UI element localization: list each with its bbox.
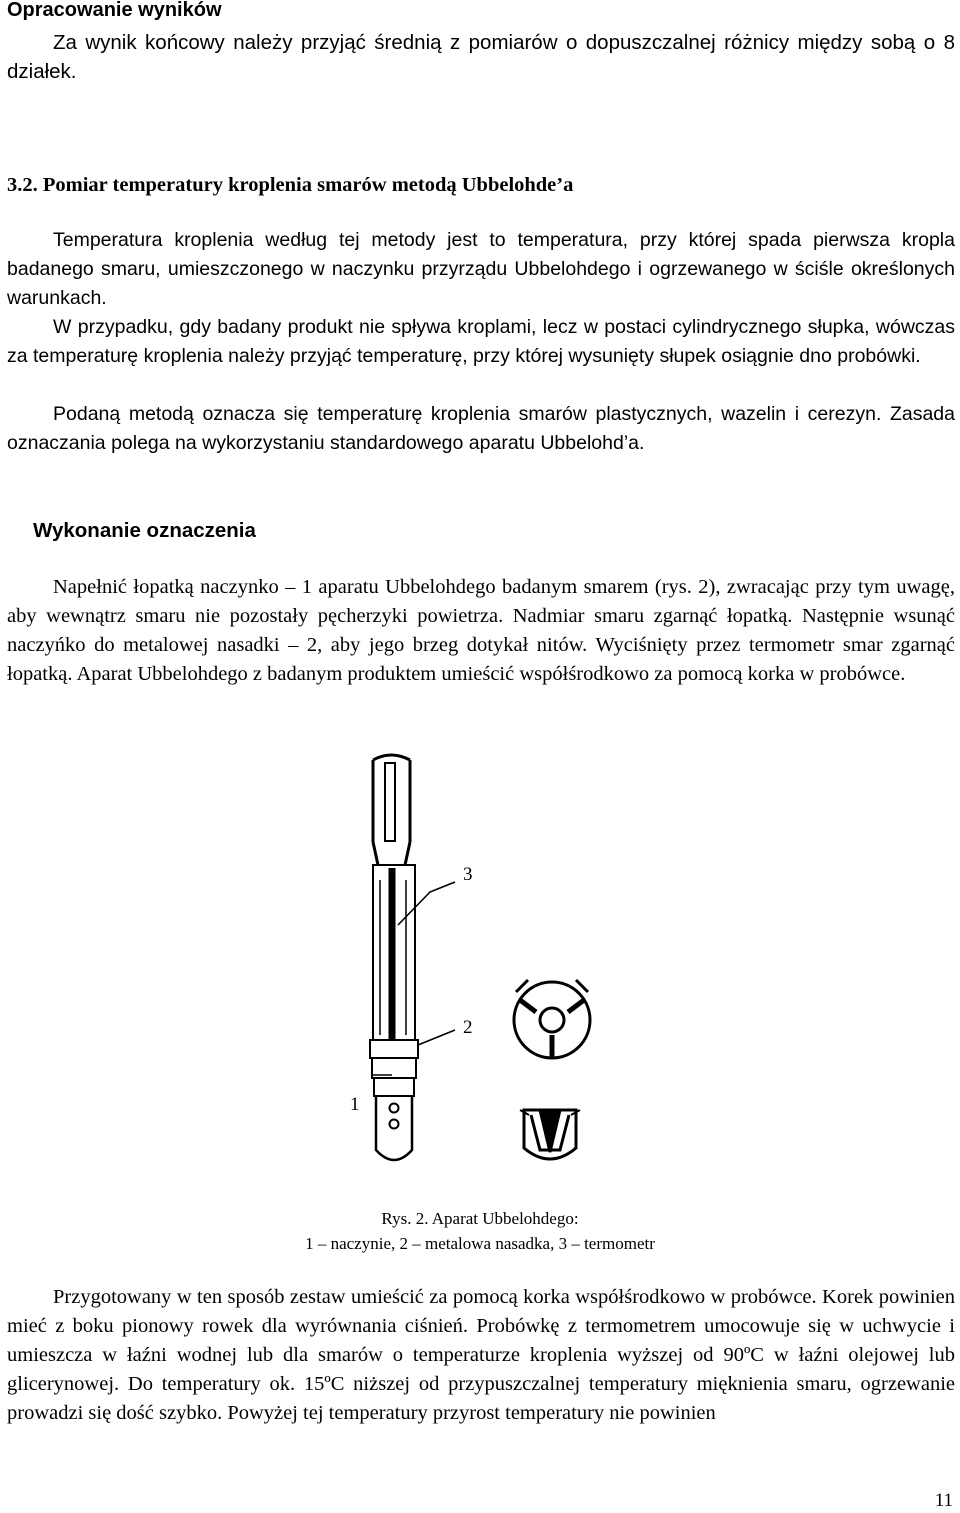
paragraph-preparation: Przygotowany w ten sposób zestaw umieścić za pomocą korka współśrodkowo w probówce. Korek powinien mieć z boku pionowy rowek dla wyrównania ciśnień. Probówkę z termometrem umocowuje się w uchwycie i umieszcza w łaźni wodnej lub dla smarów o temperaturze kroplenia wyższej od 90ºC w łaźni olejowej lub glicerynowej. Do temperatury ok. 15ºC niższej od przypuszczalnej temperatury mięknienia smaru, ogrzewanie prowadzi się dość szybko. Powyżej tej temperatury przyrost temperatury nie powinien (7, 1286, 955, 1424)
figure-caption-legend: 1 – naczynie, 2 – metalowa nasadka, 3 – termometr (305, 1234, 655, 1253)
label-2-leader (418, 1030, 455, 1045)
heading-results: Opracowanie wyników (7, 0, 222, 21)
label-1: 1 (350, 1094, 360, 1115)
figure-caption-title: Rys. 2. Aparat Ubbelohdego: (381, 1209, 579, 1228)
sleeve-top-view (514, 980, 590, 1058)
thermometer-neck (373, 842, 410, 865)
paragraph-procedure: Napełnić łopatką naczynko – 1 aparatu Ubbelohdego badanym smarem (rys. 2), zwracając przy tym uwagę, aby wewnątrz smaru nie pozostały pęcherzyki powietrza. Nadmiar smaru zgarnąć łopatką. Następnie wsunąć naczyńko do metalowej nasadki – 2, aby jego brzeg dotykał nitów. Wyciśnięty przez termometr smar zgarnąć łopatką. Aparat Ubbelohdego z badanym produktem umieścić współśrodkowo za pomocą korka w probówce. (7, 576, 955, 685)
ubbelohde-apparatus-figure (0, 740, 960, 1180)
heading-procedure: Wykonanie oznaczenia (33, 519, 256, 542)
thermometer-capillary (385, 763, 395, 841)
rivet (390, 1104, 399, 1113)
paragraph-method: Podaną metodą oznacza się temperaturę kroplenia smarów plastycznych, wazelin i cerezyn. Zasada oznaczania polega na wykorzystaniu standardowego aparatu Ubbelohd’a. (7, 403, 955, 454)
label-3: 3 (463, 864, 473, 885)
results-text: Za wynik końcowy należy przyjąć średnią z pomiarów o dopuszczalnej różnicy między sobą o 8 działek. (7, 31, 955, 83)
paragraph-definition: Temperatura kroplenia według tej metody jest to temperatura, przy której spada pierwsza kropla badanego smaru, umieszczonego w naczynku przyrządu Ubbelohdego i ogrzewanego w ściśle określonych warunkach. (7, 229, 955, 309)
heading-section-3-2: 3.2. Pomiar temperatury kroplenia smarów metodą Ubbelohde’a (7, 174, 574, 196)
label-2: 2 (463, 1017, 473, 1038)
thermometer-top (373, 755, 410, 842)
page-number: 11 (934, 1490, 953, 1511)
cup-section-view (520, 1110, 580, 1159)
metal-sleeve (370, 1040, 418, 1058)
paragraph-cylinder: W przypadku, gdy badany produkt nie spływa kroplami, lecz w postaci cylindrycznego słupka, wówczas za temperaturę kroplenia należy przyjąć temperaturę, przy której wysunięty słupek osiągnie dno probówki. (7, 316, 955, 367)
